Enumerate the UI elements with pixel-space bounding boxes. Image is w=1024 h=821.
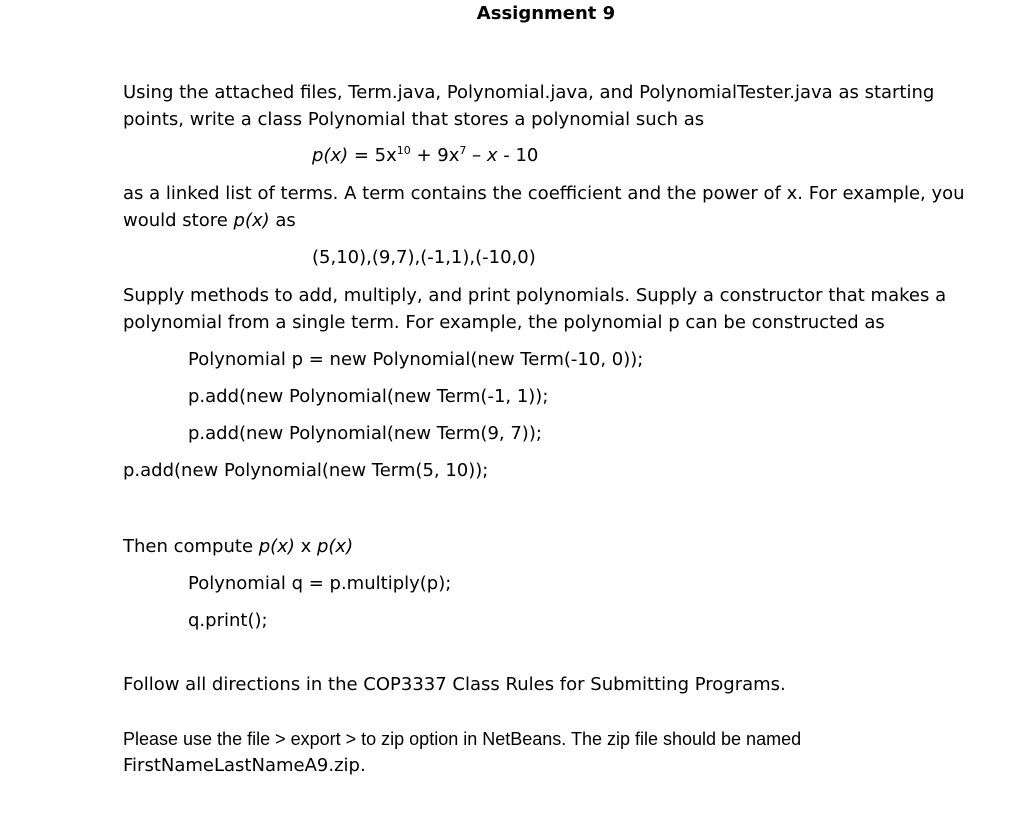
code-line: q.print(); — [188, 610, 268, 631]
equation-eq: = 5x — [348, 145, 397, 166]
code-line: Polynomial q = p.multiply(p); — [188, 573, 452, 594]
compute-var-1: p(x) — [258, 536, 295, 557]
compute-op: x — [294, 536, 317, 557]
linked-line-2 — [123, 211, 296, 231]
equation-tail: - 10 — [497, 145, 539, 166]
supply-line-2: polynomial from a single term. For example, the polynomial p can be constructed as — [123, 312, 885, 333]
code-line: p.add(new Polynomial(new Term(5, 10)); — [123, 460, 489, 481]
page-title: Assignment 9 — [476, 3, 616, 24]
code-line: Polynomial p = new Polynomial(new Term(-10, 0)); — [188, 349, 644, 370]
intro-line-2: points, write a class Polynomial that stores a polynomial such as — [123, 109, 705, 130]
equation-x: x — [486, 145, 498, 166]
equation-mid: + 9x — [410, 145, 460, 166]
polynomial-equation — [312, 146, 538, 166]
supply-line-1: Supply methods to add, multiply, and print polynomials. Supply a constructor that makes a — [123, 285, 947, 306]
compute-line — [123, 537, 353, 557]
linked-line-2-pre: would store — [123, 210, 234, 231]
export-line-2: FirstNameLastNameA9.zip. — [123, 755, 366, 776]
linked-line-2-var: p(x) — [233, 210, 270, 231]
equation-lhs: p(x) — [312, 145, 349, 166]
follow-directions: Follow all directions in the COP3337 Class Rules for Submitting Programs. — [123, 674, 786, 695]
terms-list: (5,10),(9,7),(-1,1),(-10,0) — [312, 247, 536, 268]
equation-exp-1: 10 — [396, 144, 411, 157]
equation-dash: – — [466, 145, 487, 166]
compute-pre: Then compute — [123, 536, 259, 557]
linked-line-2-post: as — [269, 210, 296, 231]
compute-var-2: p(x) — [316, 536, 354, 557]
linked-line-1: as a linked list of terms. A term contains the coefficient and the power of x. For example, you — [123, 183, 965, 204]
export-line-1: Please use the file > export > to zip option in NetBeans. The zip file should be named — [123, 729, 802, 749]
equation-exp-2: 7 — [459, 144, 467, 157]
code-line: p.add(new Polynomial(new Term(9, 7)); — [188, 423, 542, 444]
intro-line-1: Using the attached files, Term.java, Polynomial.java, and PolynomialTester.java as starting — [123, 82, 935, 103]
code-line: p.add(new Polynomial(new Term(-1, 1)); — [188, 386, 549, 407]
